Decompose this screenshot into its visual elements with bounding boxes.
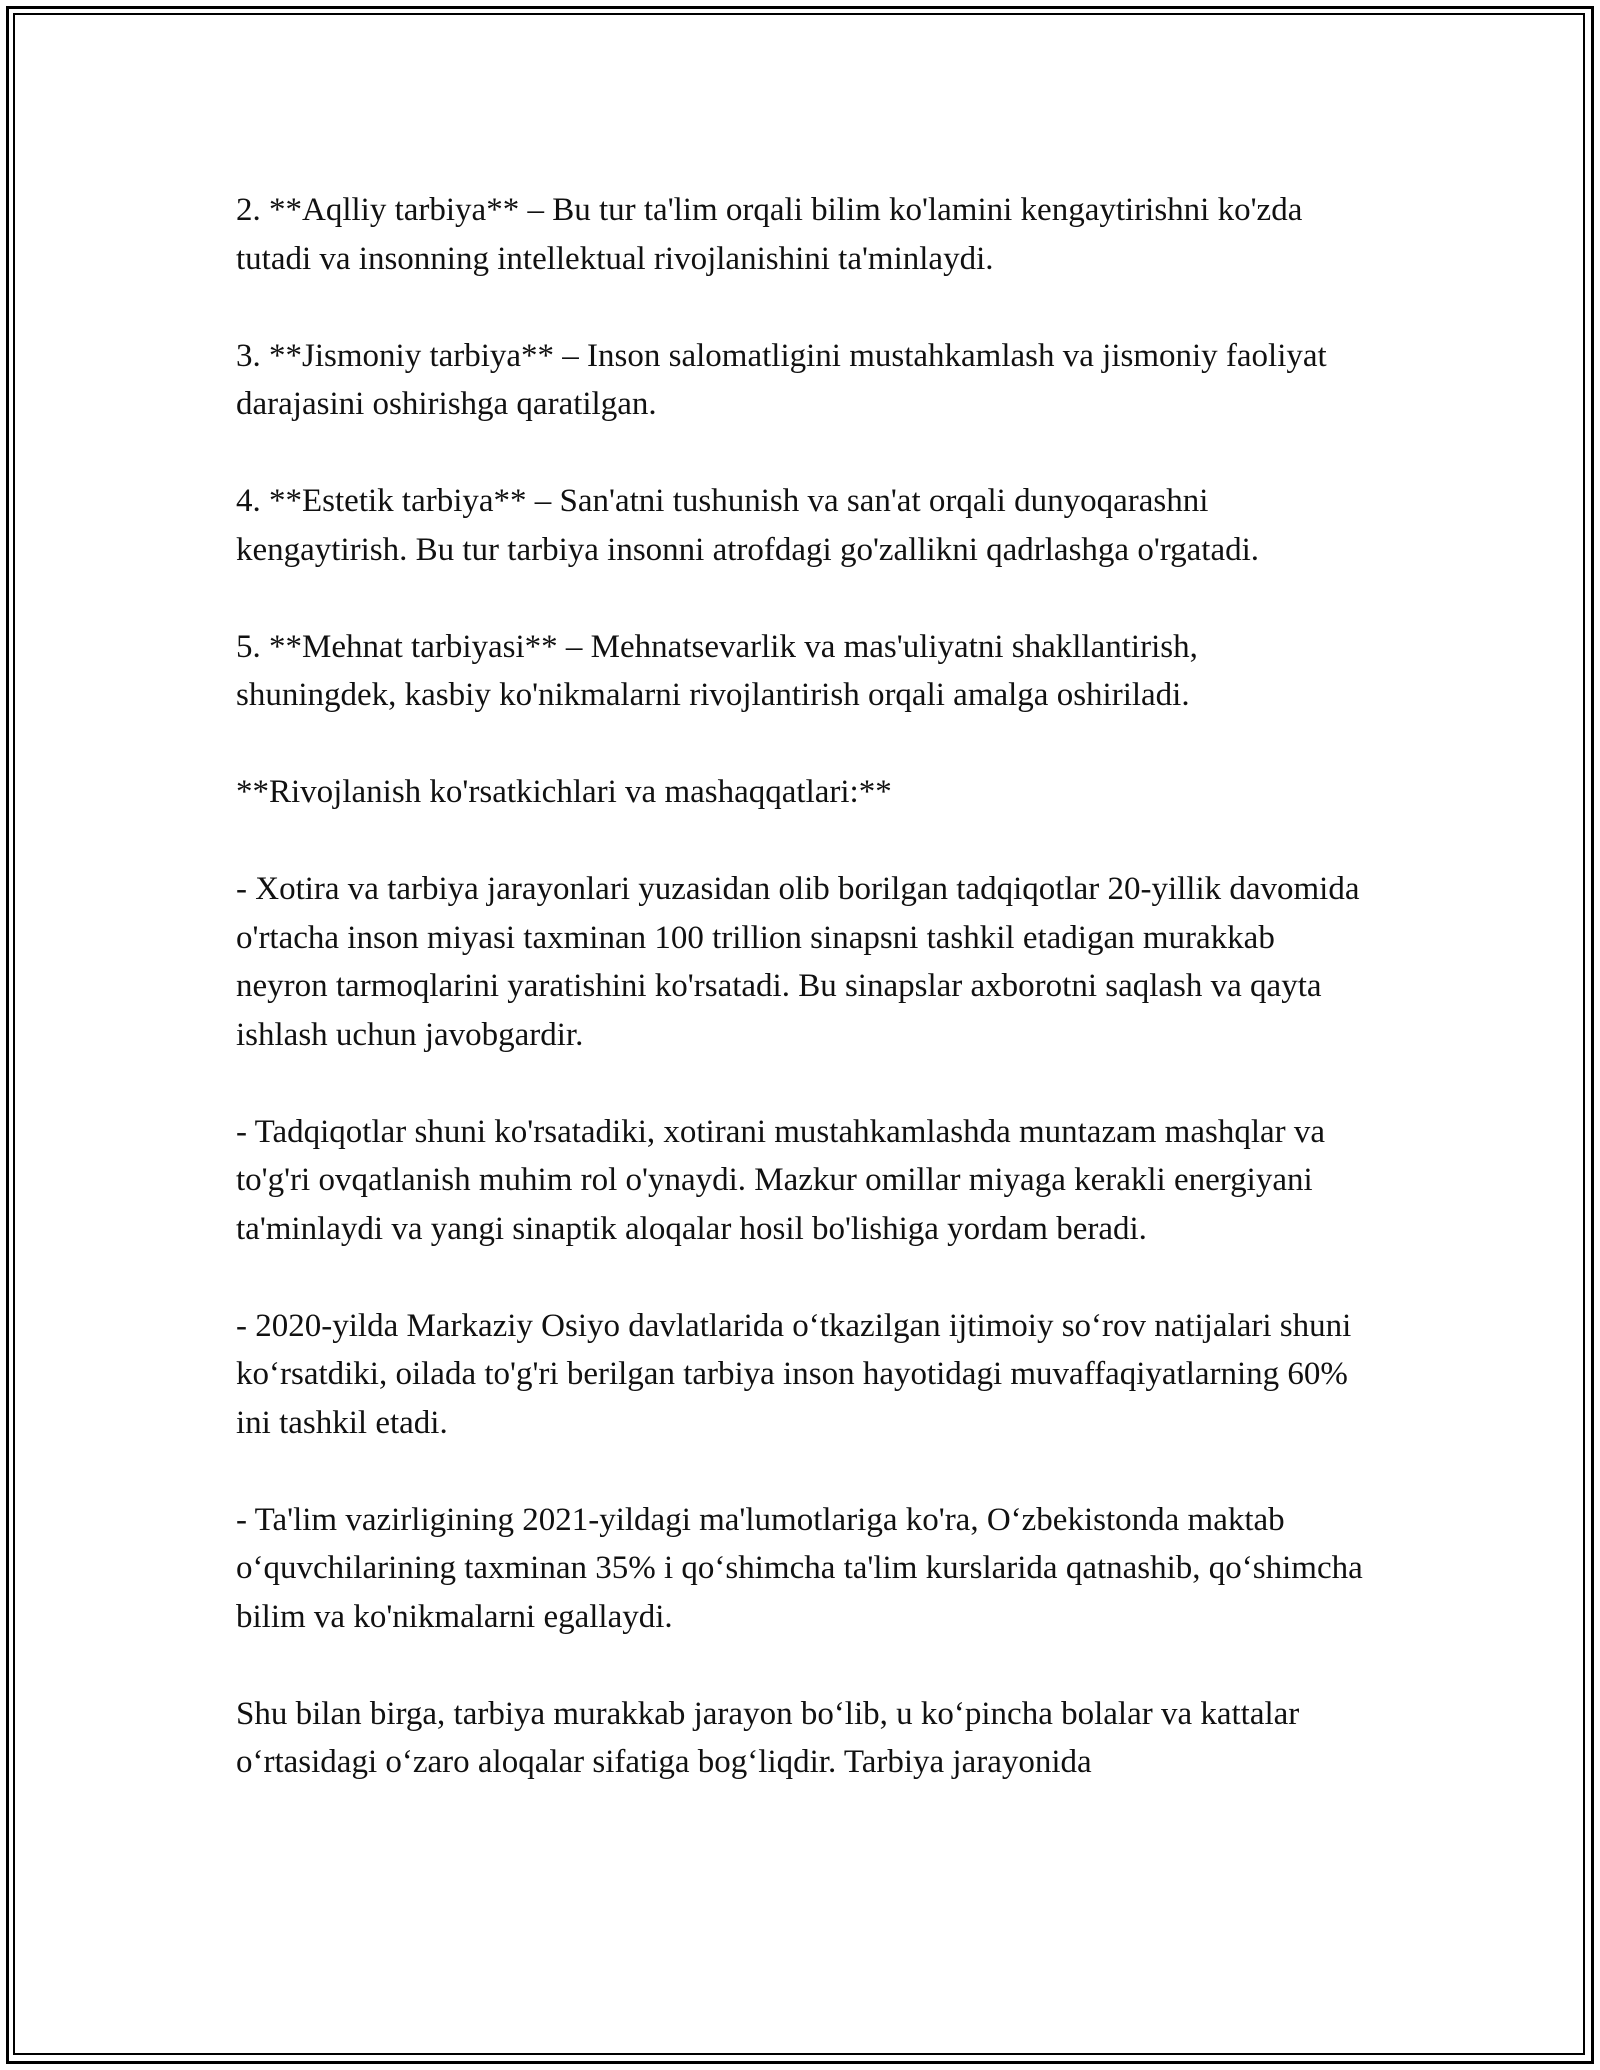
paragraph-conclusion: Shu bilan birga, tarbiya murakkab jarayon boʻlib, u koʻpincha bolalar va kattalar oʻrtasidagi oʻzaro aloqalar sifatiga bogʻliqdir. Tarbiya jarayonida	[236, 1695, 1300, 1780]
paragraph-jismoniy-tarbiya: 3. **Jismoniy tarbiya** – Inson salomatligini mustahkamlash va jismoniy faoliyat darajasini oshirishga qaratilgan.	[236, 337, 1327, 422]
paragraph-mehnat-tarbiyasi: 5. **Mehnat tarbiyasi** – Mehnatsevarlik va mas'uliyatni shakllantirish, shuningdek, kasbiy ko'nikmalarni rivojlantirish orqali amalga oshiriladi.	[236, 628, 1198, 713]
document-body	[236, 186, 1366, 1835]
list-item-xotira: - Xotira va tarbiya jarayonlari yuzasidan olib borilgan tadqiqotlar 20-yillik davomida o'rtacha inson miyasi taxminan 100 trillion sinapsni tashkil etadigan murakkab neyron tarmoqlarini yaratishini ko'rsatadi. Bu sinapslar axborotni saqlash va qayta ishlash uchun javobgardir.	[236, 871, 1360, 1053]
list-item-sorov: - 2020-yilda Markaziy Osiyo davlatlarida oʻtkazilgan ijtimoiy soʻrov natijalari shuni koʻrsatdiki, oilada to'g'ri berilgan tarbiya inson hayotidagi muvaffaqiyatlarning 60% ini tashkil etadi.	[236, 1307, 1352, 1441]
paragraph-estetik-tarbiya: 4. **Estetik tarbiya** – San'atni tushunish va san'at orqali dunyoqarashni kengaytirish. Bu tur tarbiya insonni atrofdagi go'zallikni qadrlashga o'rgatadi.	[236, 483, 1260, 568]
section-heading: **Rivojlanish ko'rsatkichlari va mashaqqatlari:**	[236, 774, 892, 810]
list-item-tadqiqotlar: - Tadqiqotlar shuni ko'rsatadiki, xotirani mustahkamlashda muntazam mashqlar va to'g'ri ovqatlanish muhim rol o'ynaydi. Mazkur omillar miyaga kerakli energiyani ta'minlaydi va yangi sinaptik aloqalar hosil bo'lishiga yordam beradi.	[236, 1113, 1326, 1247]
paragraph-aqliy-tarbiya: 2. **Aqlliy tarbiya** – Bu tur ta'lim orqali bilim ko'lamini kengaytirishni ko'zda tutadi va insonning intellektual rivojlanishini ta'minlaydi.	[236, 192, 1303, 277]
list-item-talim-vazirligi: - Ta'lim vazirligining 2021-yildagi ma'lumotlariga ko'ra, Oʻzbekistonda maktab oʻquvchilarining taxminan 35% i qoʻshimcha ta'lim kurslarida qatnashib, qoʻshimcha bilim va ko'nikmalarni egallaydi.	[236, 1501, 1363, 1635]
